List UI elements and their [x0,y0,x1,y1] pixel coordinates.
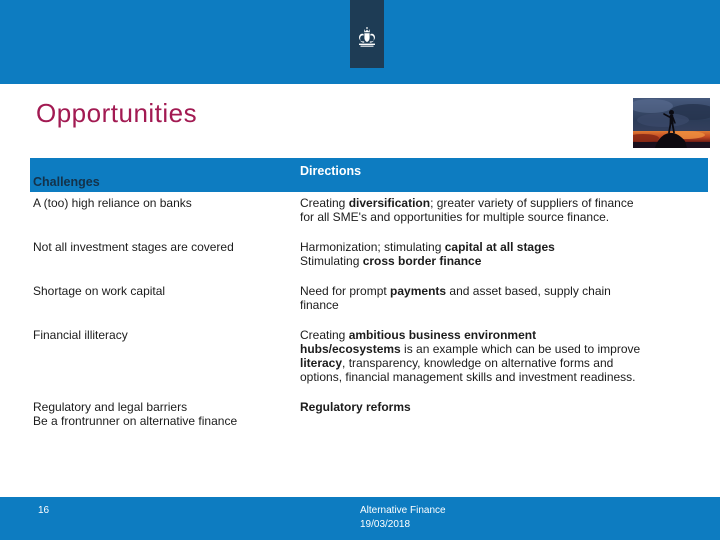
sunset-photo-illustration [633,98,710,148]
direction-text: ; greater variety of suppliers of finance [430,196,634,210]
challenge-cell [30,240,293,268]
direction-bold-text: payments [390,284,447,298]
top-banner [0,0,720,84]
direction-line [300,284,702,298]
direction-bold-text: Regulatory reforms [300,400,411,414]
direction-cell [293,196,708,224]
direction-text: , transparency, knowledge on alternative forms and [342,356,614,370]
table-row [30,196,708,224]
page-title: Opportunities [36,98,198,128]
column-header-challenges: Challenges [33,175,100,189]
table-row [30,240,708,268]
direction-text: Need for prompt [300,284,391,298]
column-header-directions: Directions [300,164,362,178]
direction-line [300,400,702,414]
direction-line [300,254,702,268]
challenge-line: Not all investment stages are covered [33,240,234,254]
challenge-line: A (too) high reliance on banks [33,196,192,210]
direction-bold-text: ambitious business environment [348,328,537,342]
direction-line [300,210,702,224]
table-body [30,192,708,428]
table-row [30,400,708,428]
direction-text: Creating [300,196,349,210]
direction-text: Stimulating [300,254,363,268]
table-header-row [30,158,708,192]
direction-line [300,240,702,254]
challenge-cell [30,284,293,312]
direction-bold-text: diversification [348,196,431,210]
direction-bold-text: capital at all stages [444,240,555,254]
direction-text: and asset based, supply chain [446,284,611,298]
table-row [30,284,708,312]
direction-line [300,370,702,384]
direction-bold-text: cross border finance [362,254,482,268]
challenge-line: Financial illiteracy [33,328,128,342]
direction-text: options, financial management skills and investment readiness. [300,370,636,384]
direction-text: is an example which can be used to improve [400,342,641,356]
challenge-line: Be a frontrunner on alternative finance [33,414,238,428]
direction-cell [293,400,708,428]
direction-line [300,298,702,312]
direction-line [300,196,702,210]
logo-ribbon [350,0,384,68]
direction-bold-text: hubs/ecosystems [300,342,401,356]
direction-bold-text: literacy [300,356,343,370]
direction-text: Harmonization; stimulating [300,240,445,254]
page-number: 16 [38,505,50,516]
direction-cell [293,284,708,312]
challenge-cell [30,400,293,428]
footer-bar [0,497,720,540]
direction-line [300,342,702,356]
footer-text [360,504,446,532]
challenge-cell [30,196,293,224]
challenge-cell [30,328,293,384]
direction-text: for all SME's and opportunities for multiple source finance. [300,210,610,224]
hero-image [633,98,710,148]
challenges-directions-table [30,158,708,444]
direction-line [300,328,702,342]
footer-presentation-title: Alternative Finance [360,505,446,516]
government-coat-of-arms-icon [355,25,379,64]
direction-line [300,356,702,370]
direction-cell [293,240,708,268]
table-row [30,328,708,384]
footer-date: 19/03/2018 [360,519,411,530]
direction-text: Creating [300,328,349,342]
challenge-line: Regulatory and legal barriers [33,400,188,414]
challenge-line: Shortage on work capital [33,284,166,298]
direction-cell [293,328,708,384]
direction-text: finance [300,298,339,312]
